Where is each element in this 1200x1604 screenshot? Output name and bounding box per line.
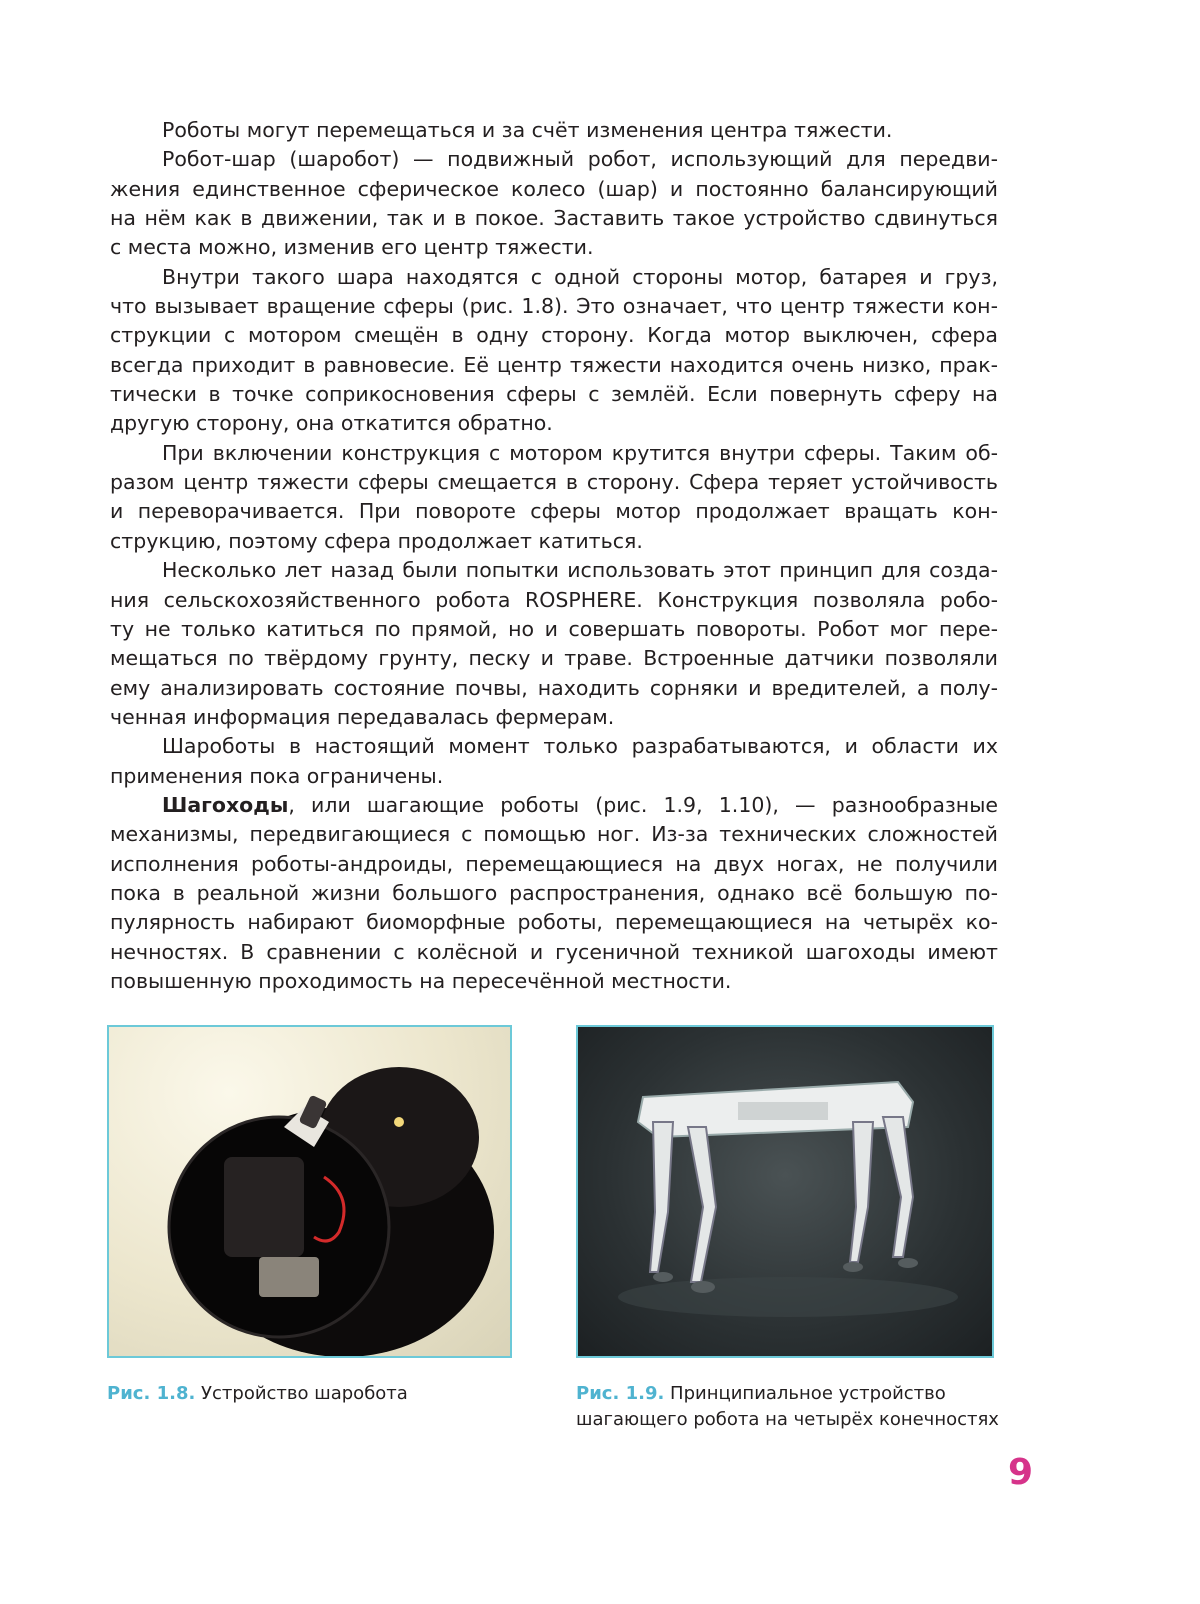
line-text: с места можно, изменив его центр тяжести. <box>110 235 594 260</box>
text-line <box>110 321 998 350</box>
text-line <box>110 292 998 321</box>
line-text: При включении конструкция с мотором крутится внутри сферы. Таким об- <box>162 440 998 465</box>
text-line <box>110 615 998 644</box>
figure-caption-text: Принципиальное устройство <box>670 1383 946 1404</box>
line-text: исполнения роботы-андроиды, перемещающиеся на двух ногах, не получили <box>110 851 998 876</box>
figure-1-9-caption <box>576 1381 999 1433</box>
line-text: применения пока ограничены. <box>110 763 444 788</box>
text-line <box>110 703 998 732</box>
line-text: пока в реальной жизни большого распространения, однако всё большую по- <box>110 880 998 905</box>
text-line <box>110 791 998 820</box>
line-text: мещаться по твёрдому грунту, песку и траве. Встроенные датчики позволяли <box>110 646 998 671</box>
figure-1-8-caption <box>107 1381 408 1407</box>
line-text: жения единственное сферическое колесо (шар) и постоянно балансирующий <box>110 176 998 201</box>
body-text <box>110 116 998 996</box>
text-line <box>110 468 998 497</box>
line-text: , или шагающие роботы (рис. 1.9, 1.10), — разнообразные <box>288 792 998 817</box>
text-line <box>110 586 998 615</box>
line-text: ему анализировать состояние почвы, находить сорняки и вредителей, а полу- <box>110 675 998 700</box>
text-line <box>110 908 998 937</box>
line-text: механизмы, передвигающиеся с помощью ног. Из-за технических сложностей <box>110 822 998 847</box>
line-text: Робот-шар (шаробот) — подвижный робот, использующий для передви- <box>162 147 998 172</box>
line-text: нечностях. В сравнении с колёсной и гусеничной техникой шагоходы имеют <box>110 939 998 964</box>
text-line <box>110 497 998 526</box>
figure-caption-text: шагающего робота на четырёх конечностях <box>576 1409 999 1430</box>
text-line <box>110 732 998 761</box>
text-line <box>110 967 998 996</box>
text-line <box>110 175 998 204</box>
text-line <box>110 263 998 292</box>
page-number: 9 <box>1008 1452 1034 1493</box>
text-line <box>110 351 998 380</box>
line-text: всегда приходит в равновесие. Её центр тяжести находится очень низко, прак- <box>110 352 998 377</box>
line-text: Шароботы в настоящий момент только разрабатываются, и области их <box>162 734 998 759</box>
line-text: разом центр тяжести сферы смещается в сторону. Сфера теряет устойчивость <box>110 470 998 495</box>
figure-walking-robot-photo <box>576 1025 994 1358</box>
bold-term: Шагоходы <box>162 792 289 817</box>
text-line <box>110 879 998 908</box>
line-text: Несколько лет назад были попытки использовать этот принцип для созда- <box>162 558 998 583</box>
text-line <box>110 938 998 967</box>
text-line <box>110 116 998 145</box>
figure-label: Рис. 1.8. <box>107 1383 196 1404</box>
text-line <box>110 556 998 585</box>
line-text: ту не только катиться по прямой, но и совершать повороты. Робот мог пере- <box>110 616 998 641</box>
line-text: струкции с мотором смещён в одну сторону. Когда мотор выключен, сфера <box>110 323 998 348</box>
line-text: Роботы могут перемещаться и за счёт изменения центра тяжести. <box>162 118 893 142</box>
line-text: что вызывает вращение сферы (рис. 1.8). Это означает, что центр тяжести кон- <box>110 294 998 319</box>
text-line <box>110 820 998 849</box>
text-line <box>110 204 998 233</box>
text-line <box>110 233 998 262</box>
line-text: струкцию, поэтому сфера продолжает катиться. <box>110 528 643 553</box>
line-text: на нём как в движении, так и в покое. Заставить такое устройство сдвинуться <box>110 206 998 231</box>
line-text: ченная информация передавалась фермерам. <box>110 704 615 729</box>
text-line <box>110 762 998 791</box>
text-line <box>110 145 998 174</box>
text-line <box>110 439 998 468</box>
text-line <box>110 527 998 556</box>
line-text: Внутри такого шара находятся с одной стороны мотор, батарея и груз, <box>162 264 998 289</box>
text-line <box>110 409 998 438</box>
figure-caption-text: Устройство шаробота <box>201 1383 408 1404</box>
figure-sphere-robot-photo <box>107 1025 512 1358</box>
line-text: ния сельскохозяйственного робота ROSPHERE. Конструкция позволяла робо- <box>110 587 998 612</box>
figure-label: Рис. 1.9. <box>576 1383 665 1404</box>
line-text: пулярность набирают биоморфные роботы, перемещающиеся на четырёх ко- <box>110 910 998 935</box>
line-text: другую сторону, она откатится обратно. <box>110 411 553 436</box>
text-line <box>110 380 998 409</box>
line-text: повышенную проходимость на пересечённой местности. <box>110 968 732 993</box>
text-line <box>110 850 998 879</box>
text-line <box>110 644 998 673</box>
text-line <box>110 674 998 703</box>
line-text: и переворачивается. При повороте сферы мотор продолжает вращать кон- <box>110 499 998 524</box>
line-text: тически в точке соприкосновения сферы с землёй. Если повернуть сферу на <box>110 382 998 407</box>
